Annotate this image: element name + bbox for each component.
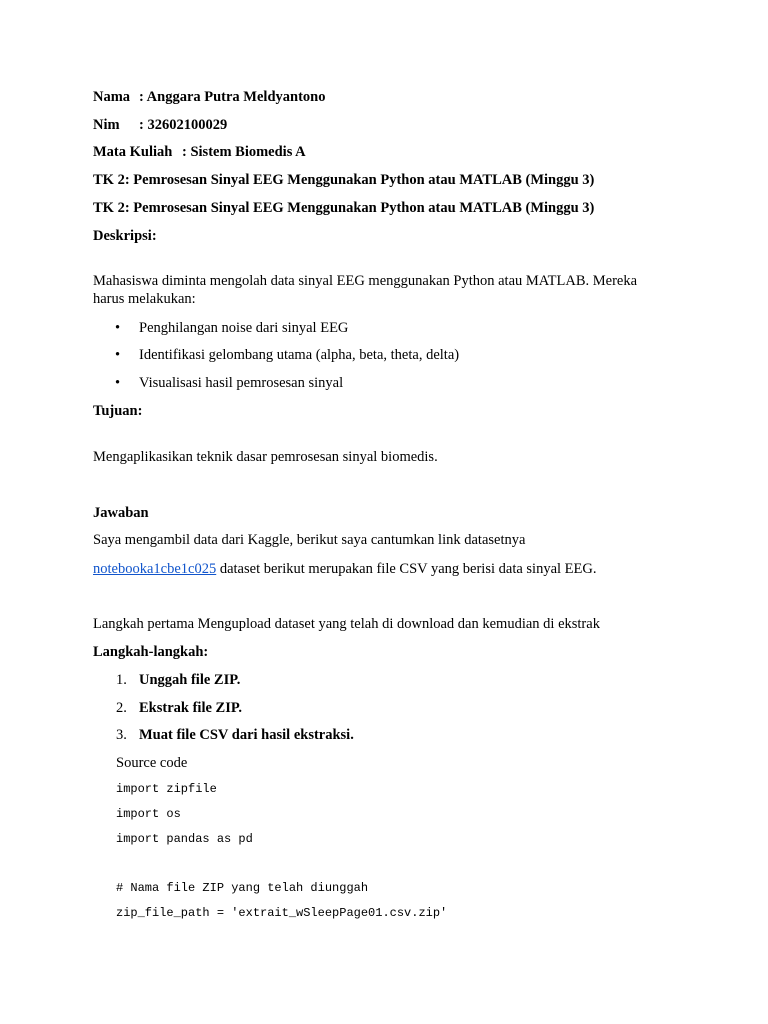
- bullet-symbol: •: [115, 375, 121, 391]
- matkul-row: [93, 143, 306, 161]
- matkul-value: : Sistem Biomedis A: [182, 144, 306, 160]
- deskripsi-paragraph-line1: Mahasiswa diminta mengolah data sinyal EEG menggunakan Python atau MATLAB. Mereka: [93, 273, 638, 289]
- step-intro: Langkah pertama Mengupload dataset yang telah di download dan kemudian di ekstrak: [93, 616, 600, 632]
- deskripsi-heading: Deskripsi:: [93, 228, 157, 244]
- bullet-item: Visualisasi hasil pemrosesan sinyal: [139, 375, 344, 391]
- nim-value: : 32602100029: [139, 117, 228, 133]
- code-line: zip_file_path = 'extrait_wSleepPage01.csv.zip': [116, 906, 448, 920]
- bullet-symbol: •: [115, 320, 121, 336]
- code-line: import zipfile: [116, 782, 217, 796]
- bullet-item: Penghilangan noise dari sinyal EEG: [139, 320, 349, 336]
- task-title-1: TK 2: Pemrosesan Sinyal EEG Menggunakan Python atau MATLAB (Minggu 3): [93, 172, 595, 188]
- nama-row: [93, 88, 325, 106]
- step-number: 1.: [116, 672, 127, 688]
- dataset-link-suffix: dataset berikut merupakan file CSV yang berisi data sinyal EEG.: [216, 561, 597, 577]
- dataset-link[interactable]: notebooka1cbe1c025: [93, 561, 217, 577]
- nim-label: Nim: [93, 117, 120, 133]
- jawaban-intro: Saya mengambil data dari Kaggle, berikut saya cantumkan link datasetnya: [93, 532, 526, 548]
- matkul-label: Mata Kuliah: [93, 144, 173, 160]
- steps-heading: Langkah-langkah:: [93, 644, 209, 660]
- dataset-link-row: [93, 560, 596, 578]
- step-item: Ekstrak file ZIP.: [139, 700, 242, 716]
- code-line: import pandas as pd: [116, 832, 253, 846]
- step-number: 2.: [116, 700, 127, 716]
- tujuan-text: Mengaplikasikan teknik dasar pemrosesan sinyal biomedis.: [93, 449, 438, 465]
- step-item: Unggah file ZIP.: [139, 672, 241, 688]
- deskripsi-paragraph-line2: harus melakukan:: [93, 291, 196, 307]
- code-line: import os: [116, 807, 181, 821]
- step-item: Muat file CSV dari hasil ekstraksi.: [139, 727, 354, 743]
- jawaban-heading: Jawaban: [93, 505, 149, 521]
- tujuan-heading: Tujuan:: [93, 403, 143, 419]
- nama-label: Nama: [93, 89, 131, 105]
- step-number: 3.: [116, 727, 127, 743]
- task-title-2: TK 2: Pemrosesan Sinyal EEG Menggunakan Python atau MATLAB (Minggu 3): [93, 200, 595, 216]
- nim-row: [93, 116, 227, 134]
- bullet-symbol: •: [115, 347, 121, 363]
- source-code-label: Source code: [116, 755, 188, 771]
- bullet-item: Identifikasi gelombang utama (alpha, beta, theta, delta): [139, 347, 460, 363]
- nama-value: : Anggara Putra Meldyantono: [139, 89, 326, 105]
- code-comment-line: # Nama file ZIP yang telah diunggah: [116, 881, 369, 895]
